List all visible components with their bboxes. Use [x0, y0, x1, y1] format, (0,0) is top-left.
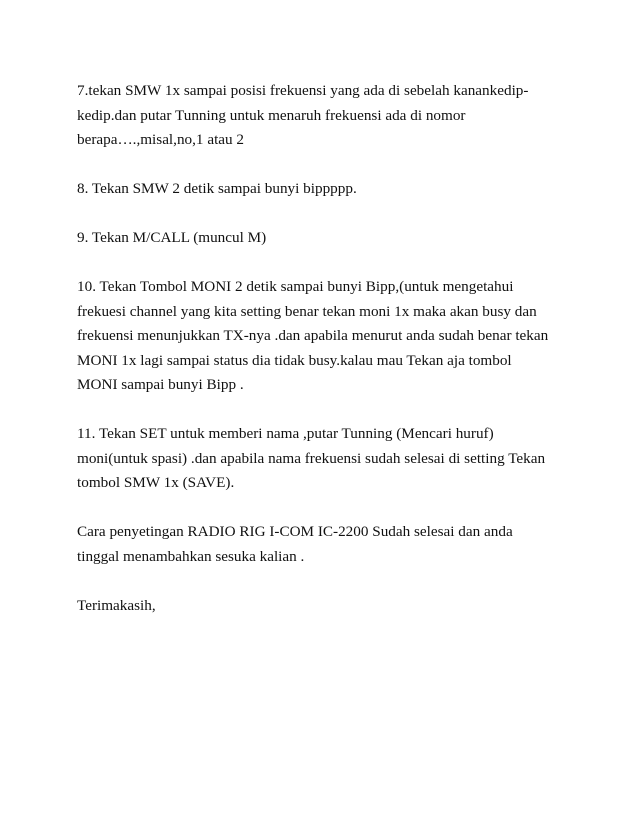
document-body: [77, 79, 577, 643]
text-line: MONI 1x lagi sampai status dia tidak busy.kalau mau Tekan aja tombol: [77, 351, 512, 369]
text-line: frekuensi menunjukkan TX-nya .dan apabila menurut anda sudah benar tekan: [77, 327, 549, 344]
text-line: 10. Tekan Tombol MONI 2 detik sampai bunyi Bipp,(untuk mengetahui: [77, 278, 514, 295]
text-line: Terimakasih,: [77, 596, 156, 614]
text-line: tombol SMW 1x (SAVE).: [77, 474, 235, 491]
text-line: tinggal menambahkan sesuka kalian .: [77, 547, 305, 565]
text-line: berapa….,misal,no,1 atau 2: [77, 131, 245, 148]
paragraph-step-7: [77, 79, 577, 153]
text-line: 9. Tekan M/CALL (muncul M): [77, 229, 267, 246]
text-line: 7.tekan SMW 1x sampai posisi frekuensi yang ada di sebelah kanankedip-: [77, 82, 529, 99]
text-line: MONI sampai bunyi Bipp .: [77, 376, 244, 393]
text-line: 11. Tekan SET untuk memberi nama ,putar Tunning (Mencari huruf): [77, 425, 494, 442]
paragraph-step-10: [77, 275, 577, 398]
paragraph-sign-off: [77, 594, 577, 619]
paragraph-closing: [77, 520, 577, 569]
text-line: 8. Tekan SMW 2 detik sampai bunyi bippppp.: [77, 180, 357, 197]
paragraph-step-11: [77, 422, 577, 496]
paragraph-step-8: [77, 177, 577, 202]
text-line: frekuesi channel yang kita setting benar tekan moni 1x maka akan busy dan: [77, 302, 537, 320]
text-line: moni(untuk spasi) .dan apabila nama frekuensi sudah selesai di setting Tekan: [77, 449, 546, 467]
text-line: kedip.dan putar Tunning untuk menaruh frekuensi ada di nomor: [77, 106, 466, 124]
text-line: Cara penyetingan RADIO RIG I-COM IC-2200 Sudah selesai dan anda: [77, 523, 513, 540]
paragraph-step-9: [77, 226, 577, 251]
